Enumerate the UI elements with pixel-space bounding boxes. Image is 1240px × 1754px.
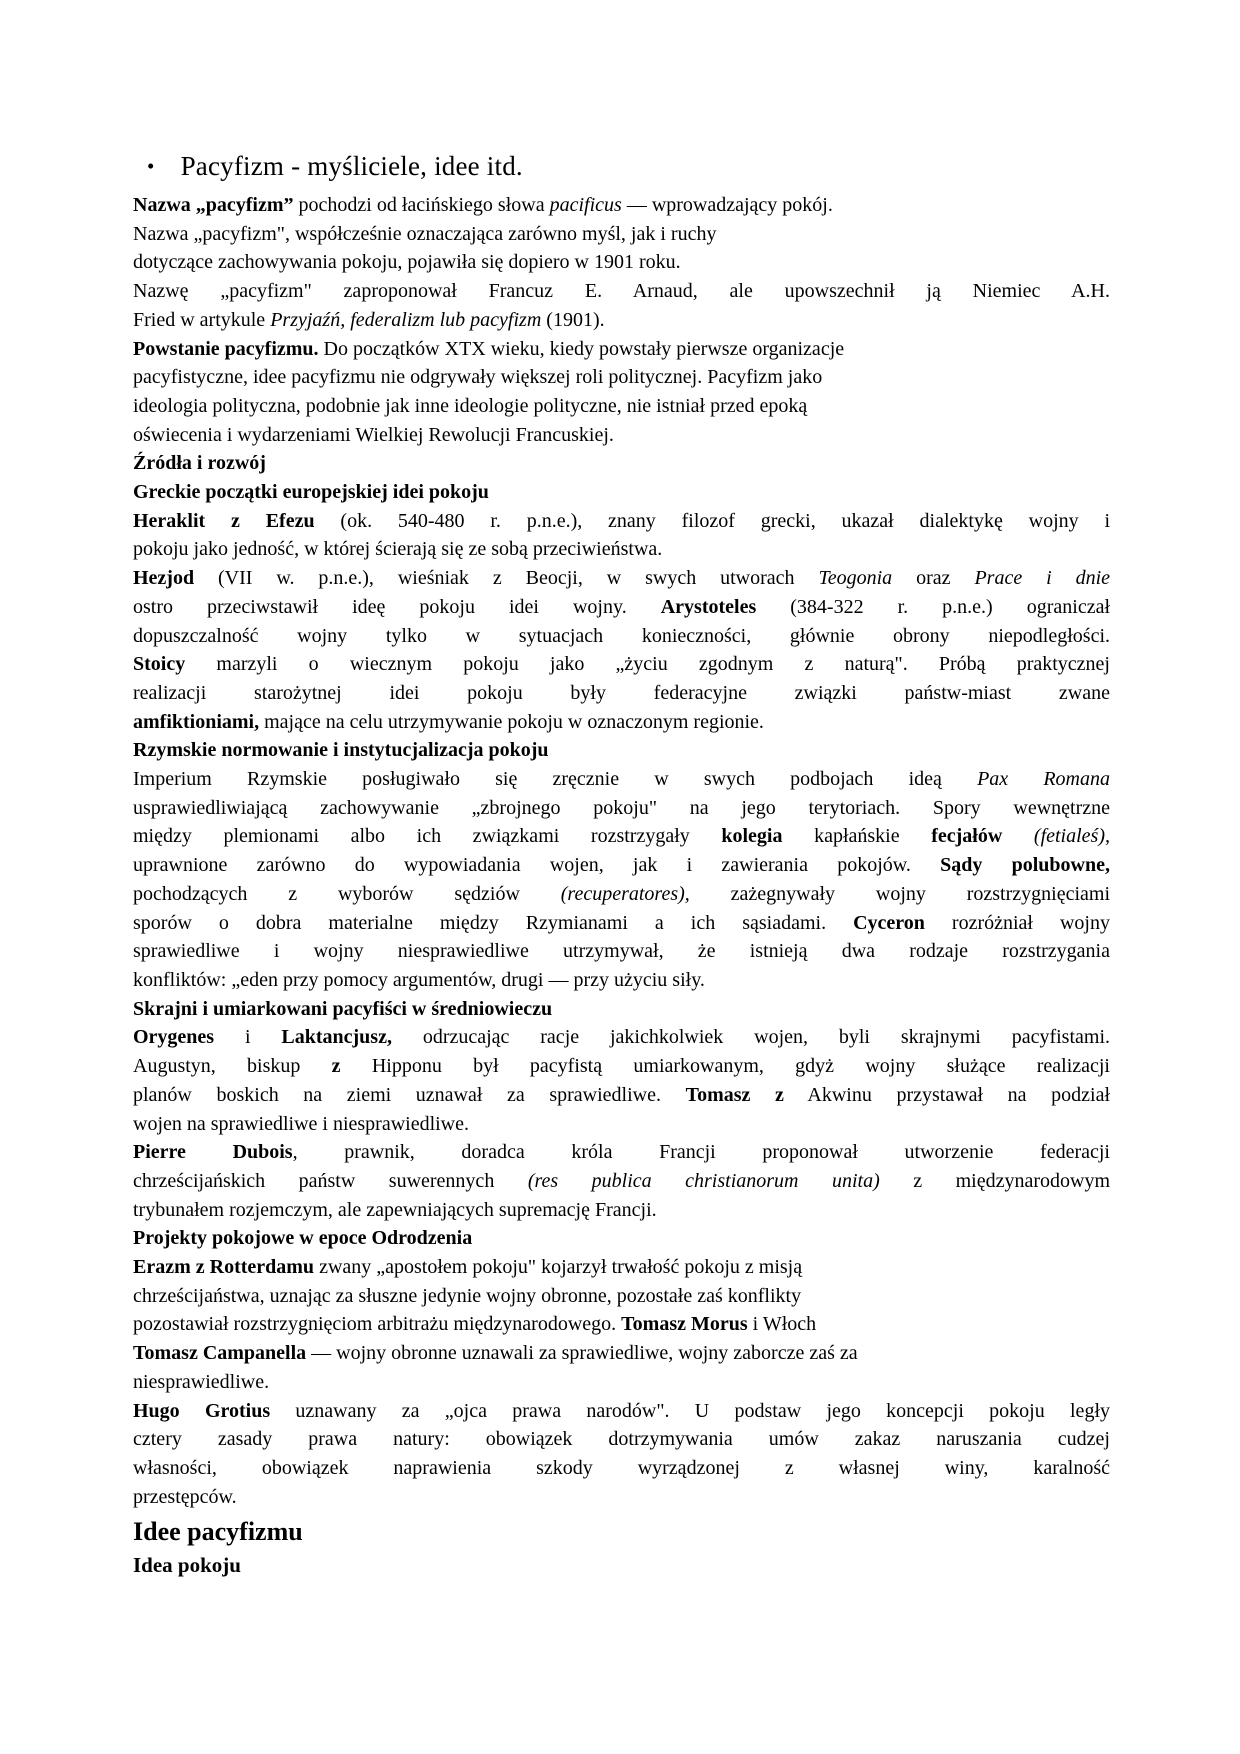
text-line	[133, 966, 1110, 995]
text-run: Do początków XTX wieku, kiedy powstały pierwsze organizacje	[318, 337, 845, 360]
text-run: przestępców.	[133, 1485, 237, 1508]
text-line	[133, 1023, 1110, 1052]
text-line	[133, 507, 1110, 536]
text-line	[133, 1454, 1110, 1483]
bold-text-run: Tomasz Morus	[621, 1313, 748, 1336]
text-line	[133, 363, 1110, 392]
bold-text-run: Projekty pokojowe w epoce Odrodzenia	[133, 1227, 473, 1250]
bold-text-run: kolegia	[721, 825, 783, 848]
text-line	[133, 995, 1110, 1024]
text-run: z międzynarodowym	[879, 1169, 1111, 1192]
text-run: (ok. 540-480 r. p.n.e.), znany filozof grecki, ukazał dialektykę wojny i	[314, 509, 1110, 532]
text-line	[133, 1550, 1110, 1580]
bold-text-run: Laktancjusz,	[281, 1026, 392, 1049]
italic-text-run: (res publica christianorum unita)	[527, 1169, 880, 1192]
text-line	[133, 593, 1110, 622]
text-run: odrzucając racje jakichkolwiek wojen, byli skrajnymi pacyfistami.	[391, 1026, 1110, 1049]
text-line	[133, 1483, 1110, 1512]
bold-text-run: Skrajni i umiarkowani pacyfiści w średniowieczu	[133, 997, 553, 1020]
text-run: — wprowadzający pokój.	[621, 194, 833, 216]
text-line	[133, 937, 1110, 966]
text-run: oraz	[892, 567, 975, 590]
text-run: oświecenia i wydarzeniami Wielkiej Rewolucji Francuskiej.	[133, 423, 614, 446]
text-run: Akwinu przystawał na podział	[783, 1083, 1111, 1106]
text-line	[133, 765, 1110, 794]
text-run	[1002, 825, 1034, 847]
document-body	[133, 191, 1110, 1580]
bold-text-run: Rzymskie normowanie i instytucjalizacja pokoju	[133, 739, 549, 762]
text-run: cztery zasady prawa natury: obowiązek dotrzymywania umów zakaz naruszania cudzej	[133, 1428, 1110, 1451]
text-line	[133, 277, 1110, 306]
bold-text-run: z	[331, 1055, 341, 1078]
text-line	[133, 1224, 1110, 1253]
text-run: Idea pokoju	[133, 1553, 241, 1578]
bullet-icon: •	[147, 154, 155, 178]
text-line	[133, 564, 1110, 593]
text-line	[133, 1253, 1110, 1282]
text-line	[133, 1196, 1110, 1225]
bold-text-run: Hugo Grotius	[133, 1399, 271, 1422]
italic-text-run: (fetialeś),	[1033, 825, 1110, 848]
text-line	[133, 1282, 1110, 1311]
text-line	[133, 449, 1110, 478]
text-run: zwany „apostołem pokoju" kojarzył trwałość pokoju z misją	[314, 1256, 803, 1279]
italic-text-run: Przyjaźń, federalizm lub pacyfizm	[270, 308, 542, 331]
text-line	[133, 622, 1110, 651]
text-line	[133, 1511, 1110, 1550]
text-run: ostro przeciwstawił ideę pokoju idei wojny.	[133, 595, 661, 618]
text-line	[133, 1052, 1110, 1081]
text-line	[133, 650, 1110, 679]
italic-text-run: (recuperatores),	[560, 882, 690, 905]
text-line	[133, 1310, 1110, 1339]
text-run: konfliktów: „eden przy pomocy argumentów, drugi — przy użyciu siły.	[133, 968, 705, 991]
text-line	[133, 708, 1110, 737]
text-run: Fried w artykule	[133, 308, 271, 331]
bold-text-run: Greckie początki europejskiej idei pokoju	[133, 481, 489, 504]
bold-text-run: Tomasz Campanella	[133, 1342, 307, 1365]
bold-text-run: Źródła i rozwój	[133, 452, 266, 475]
document-content	[133, 150, 1110, 1580]
text-run: między plemionami albo ich związkami rozstrzygały	[133, 825, 722, 848]
text-run: Nazwę „pacyfizm" zaproponował Francuz E. Arnaud, ale upowszechnił ją Niemiec A.H.	[133, 280, 1110, 303]
bold-text-run: Nazwa „pacyfizm”	[133, 194, 294, 216]
text-line	[133, 478, 1110, 507]
text-run: sporów o dobra materialne między Rzymianami a ich sąsiadami.	[133, 911, 854, 934]
text-run: i Włoch	[747, 1313, 817, 1336]
bold-text-run: Hezjod	[133, 567, 195, 590]
text-run: trybunałem rozjemczym, ale zapewniających supremację Francji.	[133, 1198, 657, 1221]
text-run: chrześcijańskich państw suwerennych	[133, 1169, 528, 1192]
text-run: i	[214, 1026, 282, 1049]
text-run: rozróżniał wojny	[924, 911, 1110, 934]
text-run: pozostawiał rozstrzygnięciom arbitrażu międzynarodowego.	[133, 1313, 622, 1336]
text-line	[133, 1339, 1110, 1368]
bold-text-run: Orygenes	[133, 1026, 215, 1049]
text-run: ideologia polityczna, podobnie jak inne ideologie polityczne, nie istniał przed epoką	[133, 394, 808, 417]
text-run: uprawnione zarówno do wypowiadania wojen, jak i zawierania pokojów.	[133, 854, 941, 877]
text-line	[133, 220, 1110, 249]
text-run: pacyfistyczne, idee pacyfizmu nie odgrywały większej roli politycznej. Pacyfizm jako	[133, 366, 823, 389]
text-line	[133, 1110, 1110, 1139]
text-line	[133, 421, 1110, 450]
text-line	[133, 794, 1110, 823]
italic-text-run: Teogonia	[818, 567, 893, 590]
text-run: własności, obowiązek naprawienia szkody wyrządzonej z własnej winy, karalność	[133, 1456, 1110, 1479]
bold-text-run: Tomasz z	[685, 1083, 784, 1106]
text-run: Idee pacyfizmu	[133, 1517, 303, 1547]
text-line	[133, 306, 1110, 335]
text-run: Augustyn, biskup	[133, 1055, 332, 1078]
document-title	[133, 150, 1110, 182]
text-line	[133, 535, 1110, 564]
text-run: uznawany za „ojca prawa narodów". U podstaw jego koncepcji pokoju legły	[270, 1399, 1110, 1422]
bold-text-run: fecjałów	[931, 825, 1003, 848]
text-run: (1901).	[541, 308, 605, 331]
italic-text-run: Pax Romana	[977, 768, 1110, 791]
text-run: — wojny obronne uznawali za sprawiedliwe, wojny zaborcze zaś za	[306, 1342, 858, 1365]
text-line	[133, 1368, 1110, 1397]
bold-text-run: amfiktioniami,	[133, 710, 260, 733]
text-line	[133, 248, 1110, 277]
text-line	[133, 909, 1110, 938]
text-run: pokoju jako jedność, w której ścierają się ze sobą przeciwieństwa.	[133, 538, 663, 561]
text-line	[133, 851, 1110, 880]
text-run: usprawiedliwiającą zachowywanie „zbrojnego pokoju" na jego terytoriach. Spory wewnętrzne	[133, 796, 1110, 819]
text-run: planów boskich na ziemi uznawał za sprawiedliwe.	[133, 1083, 686, 1106]
bold-text-run: Erazm z Rotterdamu	[133, 1256, 315, 1279]
text-line	[133, 1081, 1110, 1110]
page-title: Pacyfizm - myśliciele, idee itd.	[180, 151, 523, 181]
text-line	[133, 191, 1110, 220]
text-run: pochodzi od łacińskiego słowa	[293, 194, 550, 216]
text-line	[133, 880, 1110, 909]
text-run: sprawiedliwe i wojny niesprawiedliwe utrzymywał, że istnieją dwa rodzaje rozstrzygania	[133, 940, 1110, 963]
text-line	[133, 1425, 1110, 1454]
bold-text-run: Stoicy	[133, 653, 186, 676]
text-run: niesprawiedliwe.	[133, 1370, 270, 1393]
text-line	[133, 736, 1110, 765]
text-run: kapłańskie	[782, 825, 932, 848]
text-line	[133, 1167, 1110, 1196]
text-run: chrześcijaństwa, uznając za słuszne jedynie wojny obronne, pozostałe zaś konflikty	[133, 1284, 802, 1307]
text-run: dopuszczalność wojny tylko w sytuacjach konieczności, głównie obrony niepodległości.	[133, 624, 1110, 647]
text-run: zażegnywały wojny rozstrzygnięciami	[689, 882, 1110, 905]
italic-text-run: pacificus	[549, 194, 622, 216]
bold-text-run: Arystoteles	[660, 595, 757, 618]
text-line	[133, 679, 1110, 708]
text-run: mające na celu utrzymywanie pokoju w oznaczonym regionie.	[259, 710, 764, 733]
text-run: wojen na sprawiedliwe i niesprawiedliwe.	[133, 1112, 470, 1135]
text-line	[133, 1138, 1110, 1167]
bold-text-run: Heraklit z Efezu	[133, 509, 315, 532]
text-line	[133, 335, 1110, 364]
bold-text-run: Cyceron	[853, 911, 925, 934]
text-run: (VII w. p.n.e.), wieśniak z Beocji, w swych utworach	[194, 567, 819, 590]
text-run: Imperium Rzymskie posługiwało się zręcznie w swych podbojach ideą	[133, 768, 978, 791]
text-run: pochodzących z wyborów sędziów	[133, 882, 561, 905]
text-run: realizacji starożytnej idei pokoju były federacyjne związki państw-miast zwane	[133, 681, 1110, 704]
text-line	[133, 392, 1110, 421]
bold-text-run: Powstanie pacyfizmu.	[133, 337, 319, 360]
text-run: Nazwa „pacyfizm", współcześnie oznaczająca zarówno myśl, jak i ruchy	[133, 222, 717, 245]
italic-text-run: Prace i dnie	[974, 567, 1111, 590]
bold-text-run: Pierre Dubois	[133, 1141, 293, 1164]
text-run: , prawnik, doradca króla Francji proponował utworzenie federacji	[292, 1141, 1110, 1164]
text-run: dotyczące zachowywania pokoju, pojawiła się dopiero w 1901 roku.	[133, 251, 681, 274]
text-line	[133, 1397, 1110, 1426]
bold-text-run: Sądy polubowne,	[940, 854, 1110, 877]
text-run: marzyli o wiecznym pokoju jako „życiu zgodnym z naturą". Próbą praktycznej	[185, 653, 1110, 676]
text-line	[133, 822, 1110, 851]
text-run: (384-322 r. p.n.e.) ograniczał	[756, 595, 1111, 618]
text-run: Hipponu był pacyfistą umiarkowanym, gdyż wojny służące realizacji	[340, 1055, 1110, 1078]
